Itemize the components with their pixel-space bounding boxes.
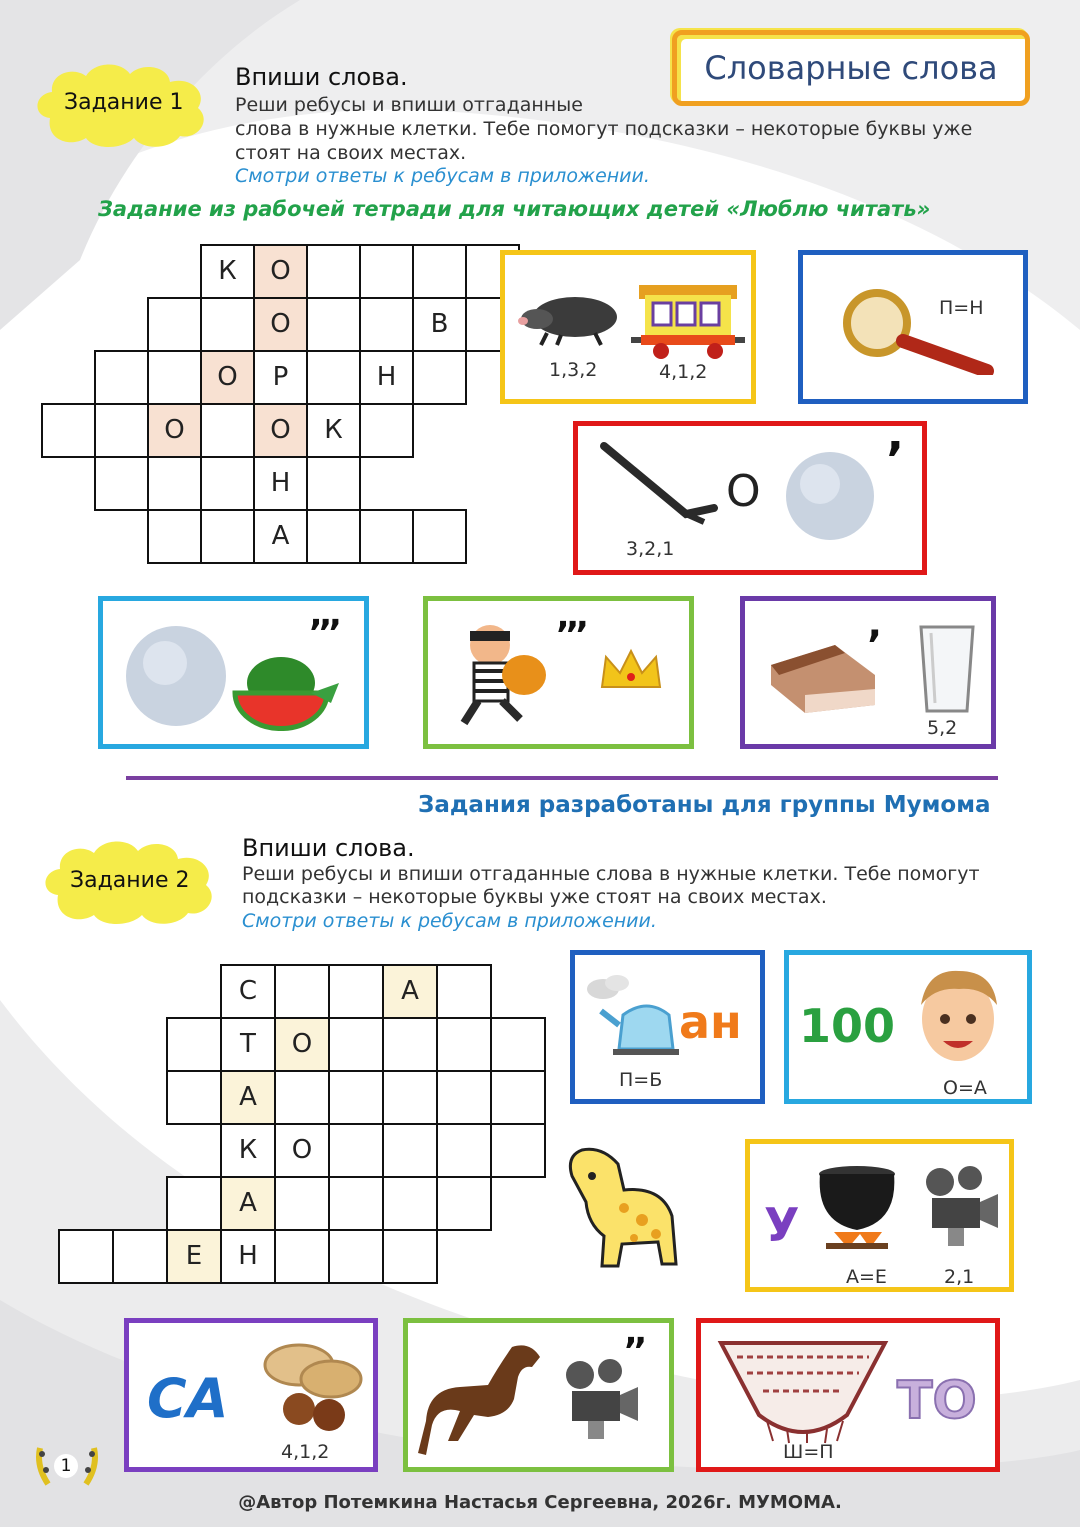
crossword-cell[interactable] bbox=[490, 1123, 546, 1178]
crossword-cell[interactable] bbox=[274, 1229, 330, 1284]
crossword-cell[interactable] bbox=[359, 244, 414, 299]
hundred-number: 100 bbox=[799, 999, 896, 1053]
crossword-cell[interactable]: К bbox=[200, 244, 255, 299]
cauldron-icon bbox=[812, 1160, 902, 1254]
crossword-cell[interactable] bbox=[328, 1017, 384, 1072]
crossword-cell[interactable] bbox=[200, 509, 255, 564]
crossword-cell[interactable] bbox=[147, 456, 202, 511]
rebus-card-mole-wagon bbox=[500, 250, 756, 404]
crossword-cell[interactable] bbox=[306, 297, 361, 352]
crossword-cell[interactable]: Н bbox=[220, 1229, 276, 1284]
horse-commas: ’’ bbox=[624, 1331, 644, 1372]
crossword-cell[interactable]: Н bbox=[253, 456, 308, 511]
boy-hint: О=А bbox=[943, 1077, 987, 1099]
crossword-cell[interactable] bbox=[359, 509, 414, 564]
crossword-cell[interactable] bbox=[200, 297, 255, 352]
crossword-cell[interactable] bbox=[359, 297, 414, 352]
snowball-watermelon-commas: ’’’ bbox=[309, 613, 339, 654]
crossword-cell[interactable] bbox=[382, 1123, 438, 1178]
crossword-cell[interactable] bbox=[412, 350, 467, 405]
crossword-cell[interactable] bbox=[490, 1070, 546, 1125]
rebus-card-snowball-watermelon bbox=[98, 596, 369, 749]
crossword-cell[interactable] bbox=[436, 1017, 492, 1072]
crossword-cell[interactable] bbox=[306, 350, 361, 405]
peanut-syllable: СА bbox=[147, 1367, 229, 1430]
boy-face-icon bbox=[913, 965, 1003, 1071]
crossword-cell[interactable]: О bbox=[200, 350, 255, 405]
footer-credit: @Автор Потемкина Настасья Сергеевна, 2026г. МУМОМА. bbox=[238, 1492, 842, 1513]
crowbar-o-letter: О bbox=[726, 466, 761, 517]
crossword-cell[interactable] bbox=[382, 1017, 438, 1072]
crossword-cell[interactable]: А bbox=[220, 1176, 276, 1231]
crossword-cell[interactable]: Н bbox=[359, 350, 414, 405]
shawl-syllable: ТО bbox=[897, 1371, 977, 1431]
crossword-cell[interactable]: А bbox=[220, 1070, 276, 1125]
shawl-hint: Ш=П bbox=[783, 1441, 834, 1463]
snowball-icon bbox=[782, 446, 878, 546]
crossword-cell[interactable]: А bbox=[382, 964, 438, 1019]
crossword-cell[interactable] bbox=[328, 964, 384, 1019]
giraffe-icon bbox=[552, 1146, 690, 1276]
crossword-cell[interactable]: Е bbox=[166, 1229, 222, 1284]
crossword-cell[interactable] bbox=[147, 509, 202, 564]
task1-hint: Смотри ответы к ребусам в приложении. bbox=[235, 165, 650, 187]
task2-heading: Впиши слова. bbox=[242, 834, 415, 862]
watermelon-icon bbox=[231, 653, 341, 731]
crossword-cell[interactable] bbox=[436, 1176, 492, 1231]
crossword-cell[interactable]: О bbox=[274, 1123, 330, 1178]
crossword-cell[interactable] bbox=[436, 1123, 492, 1178]
crossword-cell[interactable] bbox=[94, 350, 149, 405]
kettle-icon bbox=[583, 975, 679, 1059]
crowbar-icon bbox=[594, 440, 724, 530]
crossword-cell[interactable]: Р bbox=[253, 350, 308, 405]
crossword-cell[interactable]: О bbox=[253, 297, 308, 352]
crossword-cell[interactable] bbox=[166, 1176, 222, 1231]
crossword-cell[interactable] bbox=[166, 1070, 222, 1125]
crossword-cell[interactable] bbox=[328, 1229, 384, 1284]
crossword-cell[interactable] bbox=[412, 509, 467, 564]
shawl-icon bbox=[717, 1337, 889, 1445]
crossword-cell[interactable]: Т bbox=[220, 1017, 276, 1072]
crossword-cell[interactable] bbox=[166, 1017, 222, 1072]
mole-label: 1,3,2 bbox=[549, 359, 598, 381]
task1-source: Задание из рабочей тетради для читающих детей «Люблю читать» bbox=[98, 197, 931, 221]
crossword-cell[interactable]: О bbox=[147, 403, 202, 458]
pot-hint-a: А=Е bbox=[846, 1266, 887, 1288]
crossword-cell[interactable] bbox=[359, 403, 414, 458]
pot-hint-b: 2,1 bbox=[944, 1266, 975, 1288]
crossword-cell[interactable]: К bbox=[306, 403, 361, 458]
crossword-cell[interactable] bbox=[306, 244, 361, 299]
crossword-cell[interactable] bbox=[328, 1176, 384, 1231]
task1-instruction-line3: стоят на своих местах. bbox=[235, 142, 467, 164]
bacon-comma: ’ bbox=[867, 623, 883, 669]
mumoma-credit: Задания разработаны для группы Мумома bbox=[418, 792, 991, 818]
crossword-cell[interactable] bbox=[200, 456, 255, 511]
crossword-cell[interactable] bbox=[436, 1070, 492, 1125]
crowbar-label: 3,2,1 bbox=[626, 538, 675, 560]
crossword-cell[interactable]: О bbox=[274, 1017, 330, 1072]
magnifier-hint: П=Н bbox=[939, 297, 984, 319]
snowball-icon bbox=[121, 623, 231, 729]
crossword-cell[interactable] bbox=[490, 1017, 546, 1072]
peanut-label: 4,1,2 bbox=[281, 1441, 330, 1463]
peanut-icon bbox=[259, 1335, 369, 1435]
crossword-cell[interactable] bbox=[436, 964, 492, 1019]
crossword-cell[interactable] bbox=[382, 1229, 438, 1284]
crossword-cell[interactable] bbox=[328, 1123, 384, 1178]
crossword-cell[interactable]: К bbox=[220, 1123, 276, 1178]
crossword-cell[interactable] bbox=[306, 509, 361, 564]
crossword-cell[interactable] bbox=[412, 244, 467, 299]
rebus-card-pot-camera bbox=[745, 1139, 1014, 1292]
pot-letter: У bbox=[764, 1198, 800, 1252]
wagon-label: 4,1,2 bbox=[659, 361, 708, 383]
kettle-syllable: ан bbox=[679, 995, 742, 1049]
thief-commas: ’’’ bbox=[556, 615, 586, 656]
crossword-cell[interactable]: О bbox=[253, 403, 308, 458]
page-number: 1 bbox=[54, 1454, 78, 1478]
thief-icon bbox=[444, 619, 552, 731]
task1-heading: Впиши слова. bbox=[235, 63, 408, 91]
task2-badge-label: Задание 2 bbox=[70, 868, 190, 893]
task1-instruction-line1: Реши ребусы и впиши отгаданные bbox=[235, 94, 583, 116]
glass-label: 5,2 bbox=[927, 717, 958, 739]
task2-hint: Смотри ответы к ребусам в приложении. bbox=[242, 910, 657, 932]
page-title: Словарные слова bbox=[704, 49, 998, 87]
rebus-card-crowbar bbox=[573, 421, 927, 575]
rebus-card-magnifier bbox=[798, 250, 1028, 404]
crossword-cell[interactable] bbox=[382, 1176, 438, 1231]
crowbar-comma: ’ bbox=[886, 432, 905, 488]
crossword-cell[interactable] bbox=[94, 403, 149, 458]
rebus-card-bacon-glass bbox=[740, 596, 996, 749]
crossword-cell[interactable] bbox=[382, 1070, 438, 1125]
crossword-cell[interactable]: А bbox=[253, 509, 308, 564]
rebus-card-horse-camera bbox=[403, 1318, 674, 1472]
task2-instruction-line2: подсказки – некоторые буквы уже стоят на своих местах. bbox=[242, 886, 827, 908]
page-title-box bbox=[672, 30, 1030, 106]
horse-icon bbox=[418, 1337, 548, 1461]
kettle-hint: П=Б bbox=[619, 1069, 663, 1091]
rebus-card-peanut bbox=[124, 1318, 378, 1472]
crossword-cell[interactable]: С bbox=[220, 964, 276, 1019]
movie-camera-icon bbox=[918, 1162, 1000, 1248]
section-divider bbox=[126, 776, 998, 780]
crown-icon bbox=[598, 647, 664, 691]
crossword-cell[interactable] bbox=[58, 1229, 114, 1284]
crossword-cell[interactable] bbox=[147, 350, 202, 405]
crossword-cell[interactable] bbox=[274, 1070, 330, 1125]
mole-icon bbox=[517, 279, 627, 349]
wagon-icon bbox=[631, 277, 745, 363]
crossword-cell[interactable]: В bbox=[412, 297, 467, 352]
crossword-cell[interactable] bbox=[200, 403, 255, 458]
task2-instruction-line1: Реши ребусы и впиши отгаданные слова в нужные клетки. Тебе помогут bbox=[242, 863, 980, 885]
crossword-cell[interactable] bbox=[147, 297, 202, 352]
rebus-card-thief-crown bbox=[423, 596, 694, 749]
crossword-cell[interactable] bbox=[328, 1070, 384, 1125]
crossword-cell[interactable] bbox=[112, 1229, 168, 1284]
task1-instruction-line2: слова в нужные клетки. Тебе помогут подсказки – некоторые буквы уже bbox=[235, 118, 973, 140]
rebus-card-hundred-boy bbox=[784, 950, 1032, 1104]
crossword-cell[interactable] bbox=[306, 456, 361, 511]
crossword-cell[interactable] bbox=[274, 1176, 330, 1231]
crossword-cell[interactable] bbox=[274, 964, 330, 1019]
rebus-card-shawl bbox=[696, 1318, 1000, 1472]
crossword-cell[interactable] bbox=[94, 456, 149, 511]
glass-icon bbox=[917, 623, 977, 715]
rebus-card-kettle bbox=[570, 950, 765, 1104]
crossword-cell[interactable]: О bbox=[253, 244, 308, 299]
task1-badge-label: Задание 1 bbox=[64, 90, 184, 115]
crossword-cell[interactable] bbox=[41, 403, 96, 458]
